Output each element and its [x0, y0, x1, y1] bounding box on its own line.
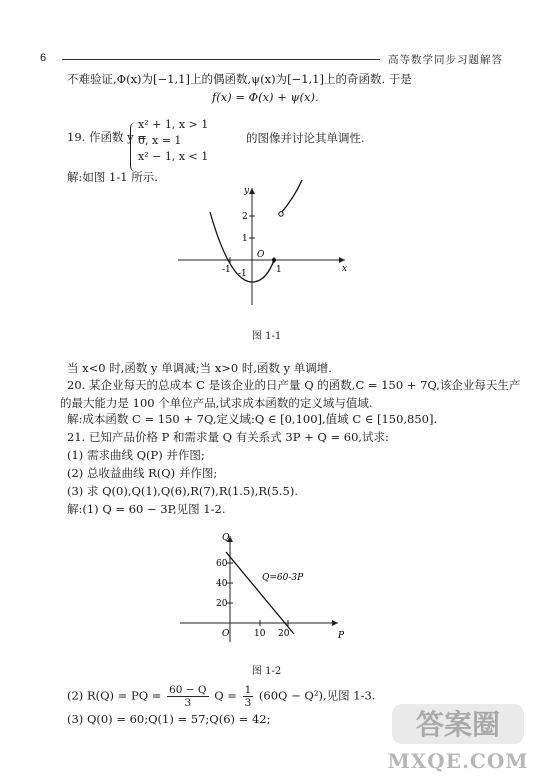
answer-2-fraction-1	[167, 684, 208, 709]
answer-2-prefix: (2) R(Q) = PQ =	[67, 688, 162, 703]
q19-case-3: x² − 1, x < 1	[138, 150, 209, 163]
fig1-curve-right	[281, 180, 302, 213]
fig2-tick-label-20: 20	[216, 599, 228, 609]
fig1-y-arrow	[249, 188, 255, 194]
q21-item-3: (3) 求 Q(0),Q(1),Q(6),R(7),R(1.5),R(5.5).	[67, 484, 298, 498]
fig1-origin-label: O	[257, 250, 265, 260]
q21-item-2: (2) 总收益曲线 R(Q) 并作图;	[67, 466, 218, 480]
fig1-y-label: y	[244, 186, 250, 196]
header-rule	[62, 59, 380, 60]
fig1-x-label: x	[342, 264, 348, 274]
fig2-tick-label-60: 60	[216, 559, 228, 569]
page-number: 6	[40, 52, 47, 64]
figure-1-2	[170, 530, 350, 645]
fig2-tick-label-40: 40	[216, 579, 228, 589]
q21-item-1: (1) 需求曲线 Q(P) 并作图;	[67, 448, 205, 462]
q19-answer: 解:如图 1-1 所示.	[67, 170, 158, 184]
q19-lead: 19. 作函数 y =	[67, 130, 147, 144]
q21-line-1: 21. 已知产品价格 P 和需求量 Q 有关系式 3P + Q = 60,试求:	[67, 430, 389, 444]
answer-3: (3) Q(0) = 60;Q(1) = 57;Q(6) = 42;	[67, 712, 271, 726]
answer-2	[67, 684, 375, 709]
fig1-tick-label-xneg1: -1	[222, 265, 231, 275]
fig1-point-solid	[272, 258, 276, 262]
q20-line-1: 20. 某企业每天的总成本 C 是该企业的日产量 Q 的函数,C = 150 + 7Q,该企业每天生产	[67, 378, 521, 392]
answer-2-mid: Q =	[214, 688, 237, 703]
q20-line-2: 的最大能力是 100 个单位产品,试求成本函数的定义域与值域.	[60, 396, 373, 410]
fig1-tick-label-x1: 1	[276, 265, 282, 275]
fig2-x-label: P	[338, 631, 345, 641]
watermark-top-text: 答案圈	[415, 708, 501, 741]
intro-line: 不难验证,Φ(x)为[−1,1]上的偶函数,ψ(x)为[−1,1]上的奇函数. 于是	[67, 72, 412, 86]
q20-answer: 解:成本函数 C = 150 + 7Q,定义域:Q ∈ [0,100],值域 C ∈ [150,850].	[67, 412, 438, 426]
fig1-caption: 图 1-1	[252, 331, 282, 342]
q19-case-1: x² + 1, x > 1	[138, 118, 209, 131]
answer-2-fraction-2	[243, 684, 254, 709]
fig2-caption: 图 1-2	[252, 666, 282, 677]
frac2-denominator: 3	[244, 697, 252, 709]
fig2-tick-label-20x: 20	[278, 629, 290, 639]
fig2-equation-label: Q=60-3P	[262, 573, 304, 583]
frac1-numerator: 60 − Q	[169, 684, 207, 696]
watermark-logo	[388, 700, 528, 774]
q19-conclusion: 当 x<0 时,函数 y 单调减;当 x>0 时,函数 y 单调增.	[67, 361, 332, 375]
fig1-tick-label-yneg1: -1	[238, 269, 247, 279]
fig2-tick-label-10: 10	[254, 629, 266, 639]
frac1-denominator: 3	[184, 697, 192, 709]
answer-2-tail: (60Q − Q²),见图 1-3.	[258, 688, 376, 703]
fig1-tick-label-y1: 1	[242, 234, 248, 244]
fig1-x-arrow	[339, 257, 345, 263]
watermark-bottom-text: MXQE.COM	[388, 749, 528, 773]
fig2-y-label: Q	[222, 533, 230, 543]
figure-1-1	[170, 180, 360, 310]
q21-answer-1: 解:(1) Q = 60 − 3P,见图 1-2.	[67, 502, 226, 516]
q19-case-2: 0, x = 1	[138, 134, 182, 147]
fig1-point-open	[279, 212, 283, 216]
fig2-origin-label: O	[222, 629, 230, 639]
fig1-tick-label-y2: 2	[242, 212, 248, 222]
q19-tail: 的图像并讨论其单调性.	[246, 131, 365, 145]
intro-formula: f(x) = Φ(x) + ψ(x).	[212, 90, 319, 104]
frac2-numerator: 1	[244, 684, 252, 696]
book-title: 高等数学同步习题解答	[388, 54, 503, 66]
fig2-x-arrow	[332, 620, 338, 626]
